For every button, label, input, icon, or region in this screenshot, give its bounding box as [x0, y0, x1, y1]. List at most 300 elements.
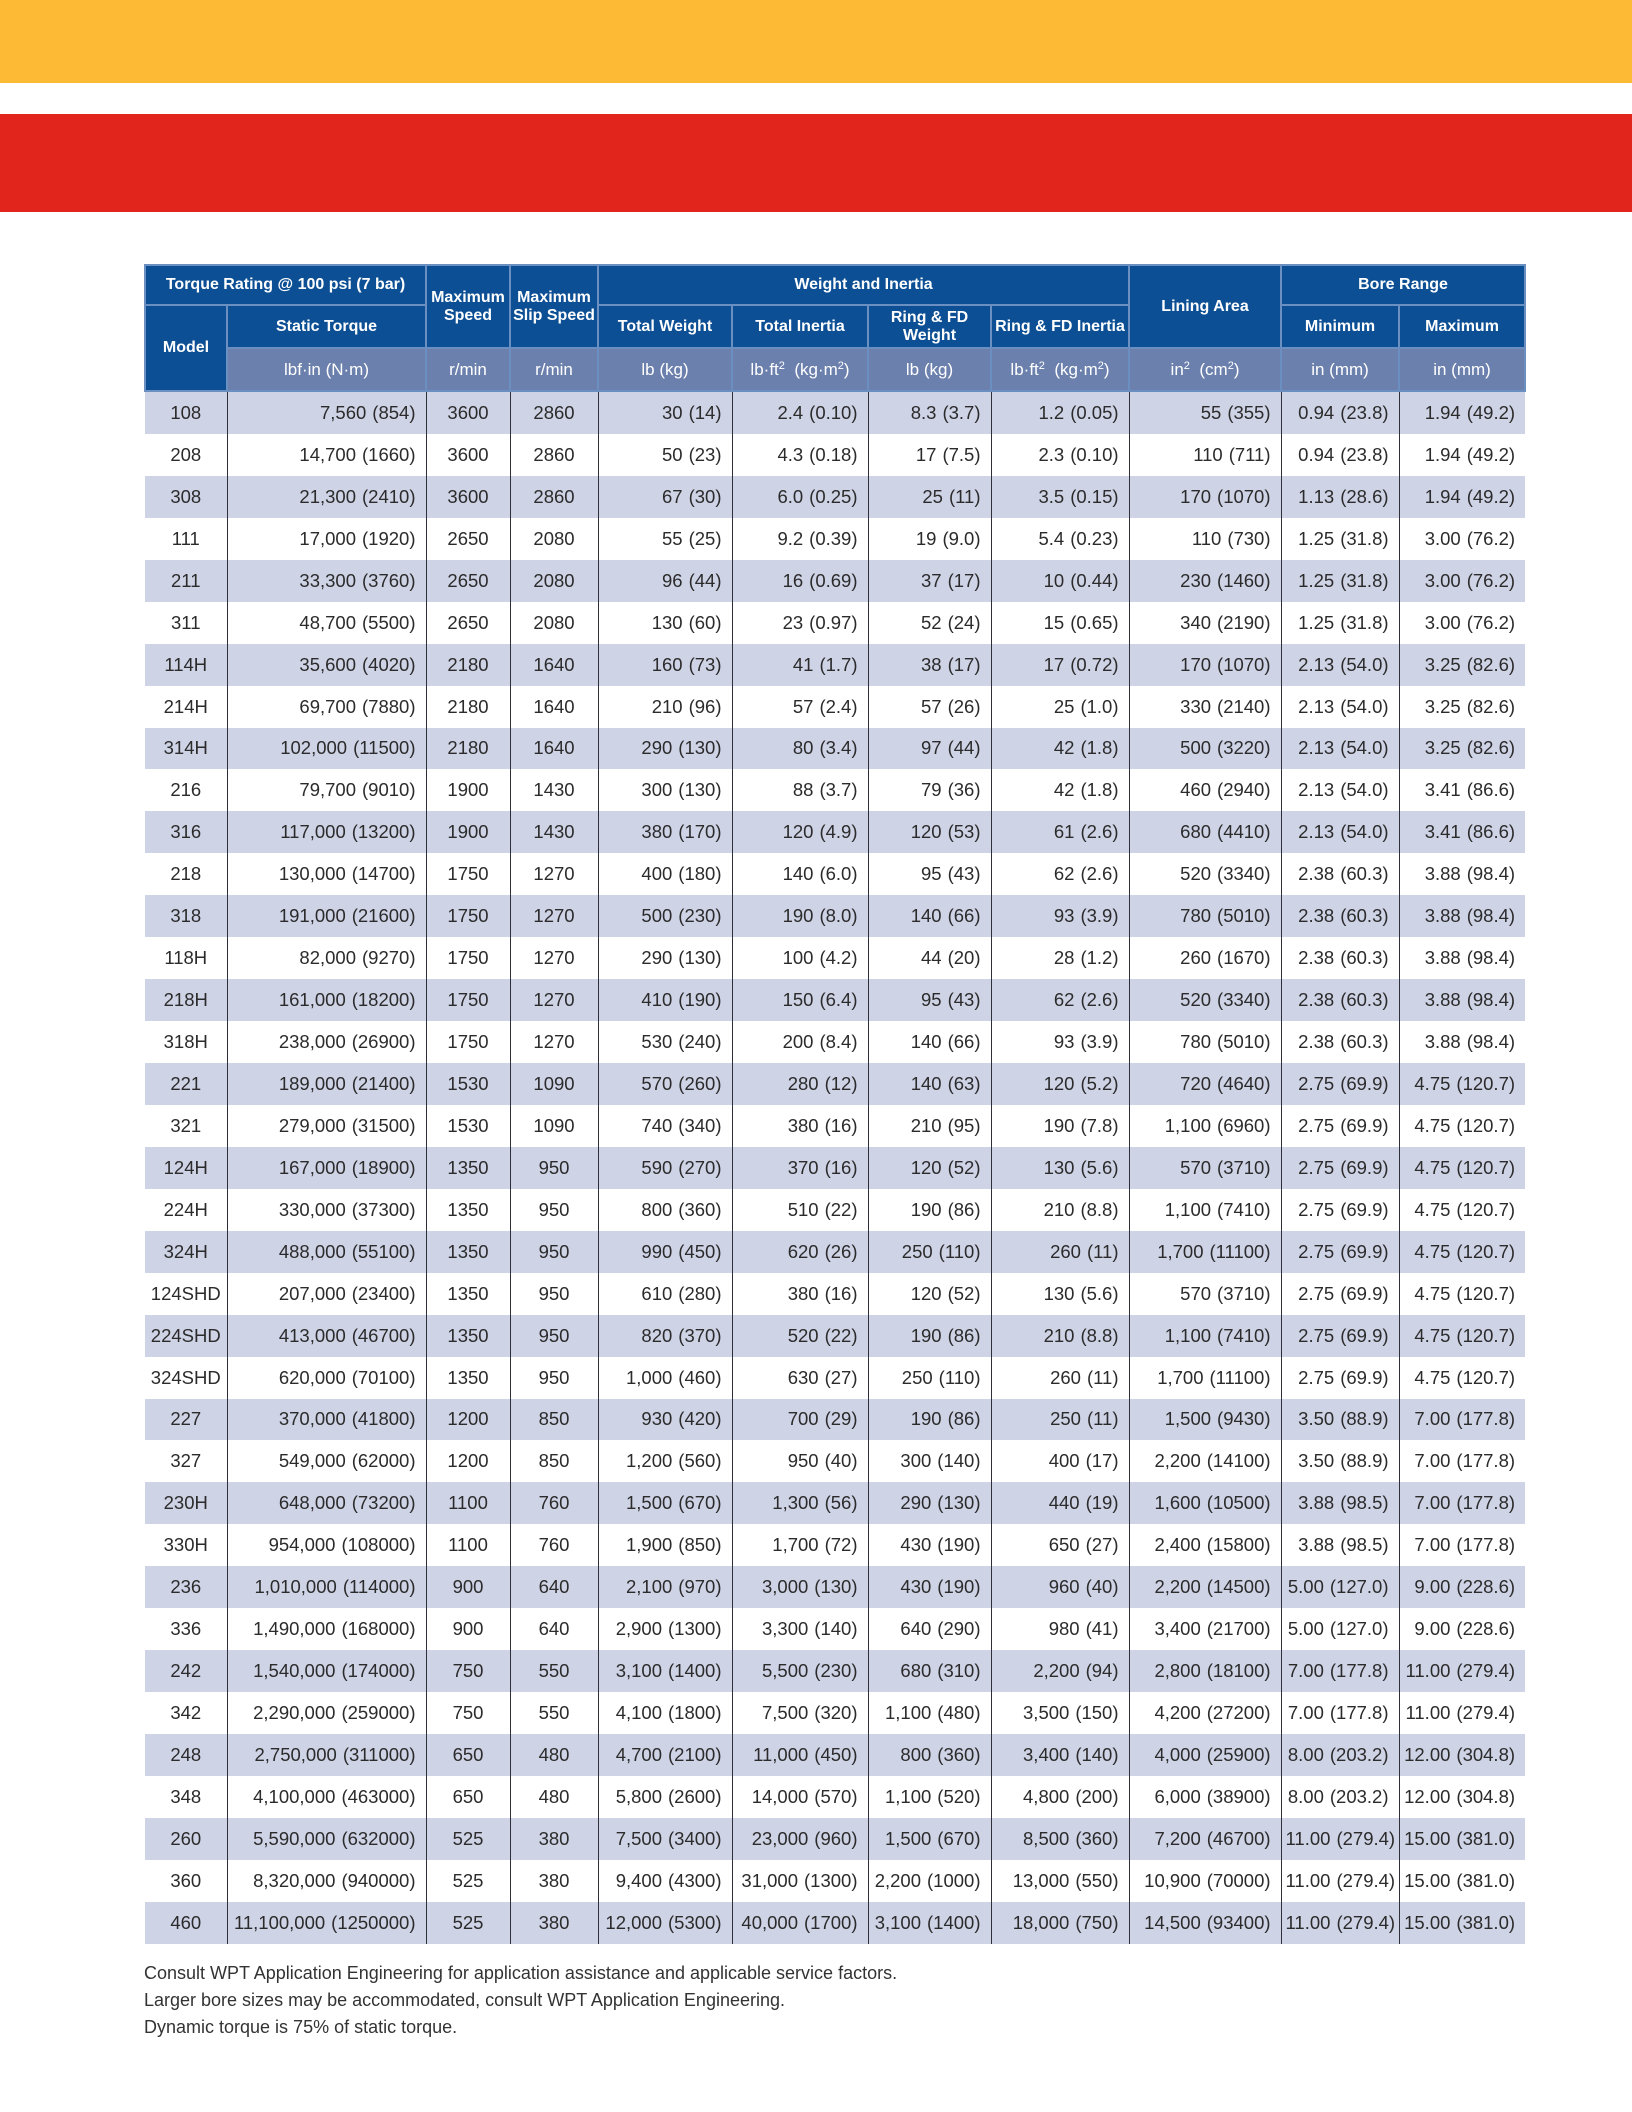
max-slip-speed-cell: 1430 [510, 769, 598, 811]
total-weight-value: 3,100 [615, 1660, 663, 1682]
static-torque-cell [227, 1692, 426, 1734]
total-inertia-value: 3,000 [762, 1576, 809, 1598]
bore-max-value: 4.75 [1414, 1114, 1451, 1136]
ring-fd-weight-metric-value: (17) [947, 569, 981, 591]
max-slip-speed-cell: 2080 [510, 560, 598, 602]
bore-min-cell [1281, 811, 1399, 853]
total-inertia-metric-value: (12) [824, 1072, 858, 1094]
total-weight-value: 5,800 [615, 1785, 663, 1807]
static-torque-cell [227, 937, 426, 979]
table-row [145, 1566, 1525, 1608]
ring-fd-inertia-metric-value: (2.6) [1080, 989, 1119, 1011]
bore-max-metric-value: (120.7) [1456, 1114, 1516, 1136]
max-slip-speed-cell: 950 [510, 1357, 598, 1399]
lining-area-metric-value: (730) [1227, 527, 1271, 549]
table-row [145, 602, 1525, 644]
lining-area-cell [1129, 644, 1281, 686]
lining-area-metric-value: (2190) [1217, 611, 1271, 633]
total-inertia-metric-value: (4.9) [819, 821, 858, 843]
total-weight-value: 67 [662, 485, 683, 507]
total-inertia-metric-value: (0.10) [809, 401, 858, 423]
bore-max-metric-value: (120.7) [1456, 1198, 1516, 1220]
max-slip-speed-cell: 850 [510, 1440, 598, 1482]
bore-min-metric-value: (177.8) [1329, 1702, 1389, 1724]
bore-max-cell [1399, 1063, 1525, 1105]
ring-fd-inertia-value: 1.2 [1038, 401, 1065, 423]
total-inertia-cell [732, 1566, 868, 1608]
ring-fd-inertia-metric-value: (0.05) [1070, 401, 1119, 423]
static-torque-cell [227, 853, 426, 895]
model-cell: 318 [145, 895, 227, 937]
ring-fd-weight-cell [868, 1608, 991, 1650]
ring-fd-inertia-metric-value: (0.72) [1070, 653, 1119, 675]
ring-fd-weight-value: 17 [915, 443, 937, 465]
ring-fd-weight-cell [868, 728, 991, 770]
static-torque-metric-value: (463000) [341, 1785, 416, 1807]
static-torque-metric-value: (5500) [362, 611, 416, 633]
ring-fd-inertia-value: 5.4 [1038, 527, 1065, 549]
ring-fd-inertia-cell [991, 853, 1129, 895]
static-torque-metric-value: (259000) [341, 1702, 416, 1724]
lining-area-cell [1129, 1315, 1281, 1357]
total-inertia-cell [732, 518, 868, 560]
total-weight-metric-value: (130) [678, 779, 722, 801]
ring-fd-inertia-metric-value: (40) [1085, 1576, 1119, 1598]
lining-area-cell [1129, 434, 1281, 476]
max-slip-speed-cell: 1270 [510, 937, 598, 979]
ring-fd-weight-cell [868, 937, 991, 979]
total-inertia-value: 280 [787, 1072, 819, 1094]
bore-min-value: 2.38 [1298, 863, 1335, 885]
lining-area-cell [1129, 391, 1281, 434]
static-torque-metric-value: (311000) [342, 1743, 416, 1765]
ring-fd-inertia-cell [991, 560, 1129, 602]
bore-min-cell [1281, 686, 1399, 728]
max-slip-speed-cell: 1640 [510, 644, 598, 686]
static-torque-value: 954,000 [268, 1534, 336, 1556]
ring-fd-inertia-cell [991, 1692, 1129, 1734]
lining-area-metric-value: (46700) [1206, 1827, 1271, 1849]
table-row [145, 853, 1525, 895]
ring-fd-inertia-cell [991, 811, 1129, 853]
total-weight-value: 55 [662, 527, 683, 549]
total-inertia-cell [732, 1105, 868, 1147]
total-weight-value: 990 [641, 1240, 673, 1262]
ring-fd-weight-metric-value: (140) [937, 1450, 981, 1472]
lining-area-metric-value: (3710) [1217, 1156, 1271, 1178]
bore-min-metric-value: (54.0) [1340, 779, 1389, 801]
max-slip-speed-cell: 380 [510, 1818, 598, 1860]
total-inertia-value: 23 [782, 611, 804, 633]
ring-fd-inertia-cell [991, 1399, 1129, 1441]
bore-max-metric-value: (228.6) [1456, 1576, 1516, 1598]
ring-fd-weight-value: 140 [910, 1031, 942, 1053]
max-slip-speed-cell: 1090 [510, 1105, 598, 1147]
ring-fd-weight-metric-value: (480) [937, 1702, 981, 1724]
red-header-band [0, 114, 1632, 212]
lining-area-metric-value: (25900) [1206, 1743, 1271, 1765]
ring-fd-weight-metric-value: (43) [947, 863, 981, 885]
ring-fd-inertia-cell [991, 476, 1129, 518]
lining-area-metric-value: (1670) [1217, 947, 1271, 969]
torque-rating-group-header: Torque Rating @ 100 psi (7 bar) [145, 265, 426, 305]
bore-max-value: 4.75 [1414, 1366, 1451, 1388]
max-speed-cell: 525 [426, 1860, 510, 1902]
total-inertia-metric-value: (1700) [804, 1911, 858, 1933]
total-weight-value: 1,500 [626, 1492, 673, 1514]
bore-max-value: 15.00 [1404, 1911, 1451, 1933]
max-speed-cell: 2180 [426, 644, 510, 686]
bore-min-cell [1281, 1273, 1399, 1315]
model-cell: 108 [145, 391, 227, 434]
lining-area-cell [1129, 1105, 1281, 1147]
ring-fd-inertia-value: 440 [1048, 1492, 1080, 1514]
total-weight-value: 290 [641, 737, 673, 759]
total-inertia-metric-value: (3.4) [819, 737, 858, 759]
bore-min-cell [1281, 1021, 1399, 1063]
bore-max-metric-value: (98.4) [1466, 905, 1516, 927]
lining-area-metric-value: (38900) [1206, 1785, 1271, 1807]
max-speed-cell: 3600 [426, 476, 510, 518]
lining-area-cell [1129, 1147, 1281, 1189]
lining-area-metric-value: (6960) [1217, 1114, 1271, 1136]
total-weight-metric-value: (420) [678, 1408, 722, 1430]
ring-fd-weight-cell [868, 1482, 991, 1524]
bore-min-cell [1281, 1357, 1399, 1399]
bore-max-cell [1399, 1315, 1525, 1357]
total-weight-metric-value: (23) [688, 443, 722, 465]
total-inertia-value: 380 [787, 1114, 819, 1136]
bore-min-metric-value: (69.9) [1340, 1072, 1389, 1094]
static-torque-value: 413,000 [278, 1324, 346, 1346]
bore-max-metric-value: (98.4) [1466, 863, 1516, 885]
total-weight-cell [598, 769, 732, 811]
total-inertia-metric-value: (3.7) [819, 779, 858, 801]
max-speed-cell: 2650 [426, 518, 510, 560]
table-row [145, 895, 1525, 937]
ring-fd-inertia-value: 2.3 [1038, 443, 1065, 465]
ring-fd-weight-value: 57 [921, 695, 942, 717]
bore-min-metric-value: (69.9) [1340, 1282, 1389, 1304]
ring-fd-weight-value: 120 [910, 1156, 942, 1178]
static-torque-value: 620,000 [278, 1366, 346, 1388]
ring-fd-inertia-value: 960 [1048, 1576, 1080, 1598]
lining-area-metric-value: (3340) [1217, 989, 1271, 1011]
bore-max-cell [1399, 1818, 1525, 1860]
static-torque-cell [227, 391, 426, 434]
bore-min-cell [1281, 602, 1399, 644]
total-weight-value: 290 [641, 947, 673, 969]
ring-fd-inertia-metric-value: (1.0) [1080, 695, 1119, 717]
total-inertia-metric-value: (130) [814, 1576, 858, 1598]
lining-area-value: 570 [1180, 1282, 1212, 1304]
total-weight-value: 50 [662, 443, 683, 465]
total-inertia-metric-value: (6.0) [819, 863, 858, 885]
total-inertia-cell [732, 769, 868, 811]
total-weight-header: Total Weight [598, 305, 732, 348]
ring-fd-inertia-cell [991, 1189, 1129, 1231]
ring-fd-weight-cell [868, 811, 991, 853]
static-torque-metric-value: (9010) [362, 779, 416, 801]
total-weight-value: 930 [641, 1408, 673, 1430]
max-speed-cell: 1100 [426, 1524, 510, 1566]
static-torque-cell [227, 1482, 426, 1524]
static-torque-metric-value: (46700) [351, 1324, 416, 1346]
static-torque-cell [227, 1063, 426, 1105]
bore-min-cell [1281, 1231, 1399, 1273]
bore-min-metric-value: (60.3) [1340, 947, 1389, 969]
total-inertia-metric-value: (0.69) [809, 569, 858, 591]
static-torque-metric-value: (62000) [351, 1450, 416, 1472]
bore-min-metric-value: (54.0) [1340, 695, 1389, 717]
bore-min-value: 1.25 [1298, 527, 1335, 549]
ring-fd-weight-cell [868, 1105, 991, 1147]
static-torque-cell [227, 1734, 426, 1776]
lining-area-metric-value: (11100) [1209, 1366, 1271, 1388]
lining-area-cell [1129, 1524, 1281, 1566]
ring-fd-inertia-cell [991, 1776, 1129, 1818]
total-weight-metric-value: (240) [678, 1031, 722, 1053]
max-slip-speed-cell: 1640 [510, 728, 598, 770]
ring-fd-weight-cell [868, 1440, 991, 1482]
ring-fd-inertia-cell [991, 518, 1129, 560]
max-speed-cell: 3600 [426, 391, 510, 434]
ring-fd-weight-cell [868, 391, 991, 434]
max-speed-cell: 1530 [426, 1105, 510, 1147]
bore-range-group-header: Bore Range [1281, 265, 1525, 305]
ring-fd-inertia-value: 250 [1050, 1408, 1081, 1430]
ring-fd-inertia-value: 3,400 [1023, 1743, 1070, 1765]
lining-area-metric-value: (1460) [1217, 569, 1271, 591]
model-cell: 311 [145, 602, 227, 644]
lining-area-metric-value: (15800) [1206, 1534, 1271, 1556]
bore-min-value: 3.50 [1298, 1450, 1335, 1472]
bore-min-metric-value: (203.2) [1329, 1785, 1389, 1807]
lining-area-metric-value: (5010) [1217, 1031, 1271, 1053]
total-weight-value: 610 [641, 1282, 673, 1304]
ring-fd-weight-metric-value: (86) [947, 1324, 981, 1346]
ring-fd-inertia-metric-value: (0.10) [1070, 443, 1119, 465]
max-slip-speed-cell: 1270 [510, 979, 598, 1021]
max-speed-cell: 2180 [426, 728, 510, 770]
total-weight-value: 800 [641, 1198, 673, 1220]
footnote: Dynamic torque is 75% of static torque. [144, 2017, 458, 2037]
static-torque-value: 48,700 [299, 611, 357, 633]
total-inertia-cell [732, 644, 868, 686]
bore-max-metric-value: (304.8) [1456, 1743, 1516, 1765]
total-inertia-metric-value: (2.4) [819, 695, 858, 717]
bore-min-cell [1281, 644, 1399, 686]
ring-fd-weight-value: 190 [910, 1198, 942, 1220]
lining-area-metric-value: (711) [1228, 443, 1271, 465]
total-inertia-value: 520 [787, 1324, 819, 1346]
ring-fd-inertia-metric-value: (17) [1085, 1450, 1119, 1472]
bore-max-cell [1399, 1440, 1525, 1482]
ring-fd-inertia-metric-value: (0.65) [1070, 611, 1119, 633]
ring-fd-weight-cell [868, 1566, 991, 1608]
bore-min-metric-value: (31.8) [1340, 569, 1389, 591]
ring-fd-weight-value: 290 [900, 1492, 932, 1514]
model-cell: 327 [145, 1440, 227, 1482]
bore-max-cell [1399, 937, 1525, 979]
model-cell: 224SHD [145, 1315, 227, 1357]
ring-fd-weight-metric-value: (110) [938, 1366, 981, 1388]
static-torque-value: 2,750,000 [254, 1743, 337, 1765]
model-cell: 342 [145, 1692, 227, 1734]
lining-area-metric-value: (7410) [1217, 1324, 1271, 1346]
ring-fd-weight-value: 430 [900, 1534, 932, 1556]
max-slip-speed-cell: 1270 [510, 853, 598, 895]
model-cell: 330H [145, 1524, 227, 1566]
total-weight-cell [598, 1021, 732, 1063]
bore-max-value: 15.00 [1404, 1869, 1451, 1891]
ring-fd-weight-value: 3,100 [874, 1911, 922, 1933]
bore-max-value: 4.75 [1414, 1072, 1451, 1094]
model-cell: 316 [145, 811, 227, 853]
total-inertia-metric-value: (40) [824, 1450, 858, 1472]
static-torque-cell [227, 1315, 426, 1357]
bore-min-cell [1281, 1650, 1399, 1692]
static-torque-value: 4,100,000 [253, 1785, 336, 1807]
total-weight-cell [598, 1357, 732, 1399]
bore-max-value: 3.25 [1424, 695, 1461, 717]
bore-max-cell [1399, 644, 1525, 686]
lining-area-cell [1129, 1273, 1281, 1315]
lining-area-metric-value: (3710) [1217, 1282, 1271, 1304]
bore-max-metric-value: (49.2) [1466, 443, 1516, 465]
ring-fd-weight-value: 250 [901, 1240, 933, 1262]
total-weight-cell [598, 895, 732, 937]
ring-fd-inertia-value: 25 [1053, 695, 1075, 717]
ring-fd-weight-metric-value: (17) [947, 653, 981, 675]
ring-fd-inertia-cell [991, 1231, 1129, 1273]
lining-area-value: 330 [1180, 695, 1212, 717]
ring-fd-weight-value: 800 [900, 1743, 932, 1765]
bore-max-metric-value: (381.0) [1456, 1827, 1516, 1849]
total-inertia-value: 6.0 [777, 485, 804, 507]
total-inertia-cell [732, 1399, 868, 1441]
bore-min-metric-value: (69.9) [1340, 1240, 1389, 1262]
bore-max-value: 12.00 [1404, 1785, 1451, 1807]
model-cell: 118H [145, 937, 227, 979]
max-speed-cell: 1350 [426, 1273, 510, 1315]
total-weight-metric-value: (25) [688, 527, 722, 549]
table-row [145, 476, 1525, 518]
ring-fd-inertia-cell [991, 1902, 1129, 1944]
total-inertia-value: 700 [787, 1408, 819, 1430]
table-row [145, 686, 1525, 728]
bore-min-metric-value: (98.5) [1340, 1492, 1389, 1514]
total-inertia-header: Total Inertia [732, 305, 868, 348]
bore-max-metric-value: (120.7) [1456, 1072, 1516, 1094]
total-weight-value: 1,200 [626, 1450, 673, 1472]
max-speed-cell: 1750 [426, 853, 510, 895]
bore-max-value: 3.88 [1424, 1031, 1461, 1053]
static-torque-value: 549,000 [278, 1450, 346, 1472]
total-weight-metric-value: (2600) [668, 1785, 722, 1807]
bore-min-metric-value: (60.3) [1340, 1031, 1389, 1053]
lining-area-value: 4,000 [1154, 1743, 1201, 1765]
table-row [145, 434, 1525, 476]
total-inertia-value: 630 [787, 1366, 819, 1388]
total-weight-cell [598, 518, 732, 560]
lining-area-cell [1129, 1692, 1281, 1734]
total-weight-value: 4,700 [615, 1743, 663, 1765]
static-torque-metric-value: (632000) [341, 1827, 416, 1849]
ring-fd-inertia-metric-value: (140) [1075, 1743, 1119, 1765]
ring-fd-inertia-cell [991, 1818, 1129, 1860]
ring-fd-weight-cell [868, 1692, 991, 1734]
bore-min-cell [1281, 560, 1399, 602]
total-inertia-value: 4.3 [777, 443, 804, 465]
total-weight-cell [598, 686, 732, 728]
bore-min-value: 2.38 [1298, 989, 1335, 1011]
bore-max-metric-value: (381.0) [1456, 1911, 1516, 1933]
lining-area-cell [1129, 1189, 1281, 1231]
ring-fd-inertia-value: 13,000 [1012, 1869, 1070, 1891]
lining-area-value: 7,200 [1154, 1827, 1201, 1849]
max-speed-cell: 525 [426, 1818, 510, 1860]
total-weight-cell [598, 1063, 732, 1105]
total-weight-cell [598, 853, 732, 895]
ring-fd-inertia-metric-value: (8.8) [1080, 1198, 1119, 1220]
ring-fd-weight-metric-value: (7.5) [942, 443, 981, 465]
total-weight-metric-value: (180) [678, 863, 722, 885]
total-weight-value: 2,900 [615, 1618, 663, 1640]
bore-max-value: 4.75 [1414, 1156, 1451, 1178]
bore-max-metric-value: (98.4) [1466, 989, 1516, 1011]
ring-fd-weight-metric-value: (63) [947, 1072, 981, 1094]
max-speed-cell: 1750 [426, 895, 510, 937]
static-torque-cell [227, 1818, 426, 1860]
max-speed-cell: 900 [426, 1608, 510, 1650]
static-torque-metric-value: (1250000) [331, 1911, 416, 1933]
total-weight-value: 380 [641, 821, 673, 843]
ring-fd-weight-metric-value: (1000) [927, 1869, 981, 1891]
model-cell: 360 [145, 1860, 227, 1902]
static-torque-cell [227, 560, 426, 602]
ring-fd-inertia-value: 4,800 [1023, 1785, 1070, 1807]
ring-fd-weight-cell [868, 1063, 991, 1105]
static-torque-cell [227, 979, 426, 1021]
total-inertia-cell [732, 1147, 868, 1189]
lining-area-value: 340 [1180, 611, 1212, 633]
ring-fd-inertia-unit: $lb\cdot ft^2$ $(kg\cdot m^2)$ [991, 348, 1129, 391]
bore-min-metric-value: (127.0) [1329, 1576, 1389, 1598]
max-slip-speed-cell: 2860 [510, 391, 598, 434]
lining-area-metric-value: (4410) [1217, 821, 1271, 843]
total-weight-value: 820 [641, 1324, 673, 1346]
total-inertia-metric-value: (570) [814, 1785, 858, 1807]
ring-fd-inertia-metric-value: (0.15) [1070, 485, 1119, 507]
ring-fd-weight-value: 680 [900, 1660, 932, 1682]
static-torque-metric-value: (174000) [341, 1660, 416, 1682]
total-weight-metric-value: (1800) [668, 1702, 722, 1724]
table-row [145, 1776, 1525, 1818]
ring-fd-weight-value: 95 [921, 989, 942, 1011]
bore-min-metric-value: (31.8) [1340, 527, 1389, 549]
bore-min-value: 0.94 [1298, 401, 1335, 423]
static-torque-metric-value: (23400) [351, 1282, 416, 1304]
total-inertia-value: 16 [782, 569, 804, 591]
bore-min-value: 2.75 [1298, 1366, 1335, 1388]
ring-fd-inertia-metric-value: (7.8) [1080, 1114, 1119, 1136]
total-weight-metric-value: (270) [678, 1156, 722, 1178]
model-cell: 114H [145, 644, 227, 686]
total-inertia-metric-value: (27) [824, 1366, 858, 1388]
static-torque-metric-value: (55100) [351, 1240, 416, 1262]
total-weight-metric-value: (96) [688, 695, 722, 717]
